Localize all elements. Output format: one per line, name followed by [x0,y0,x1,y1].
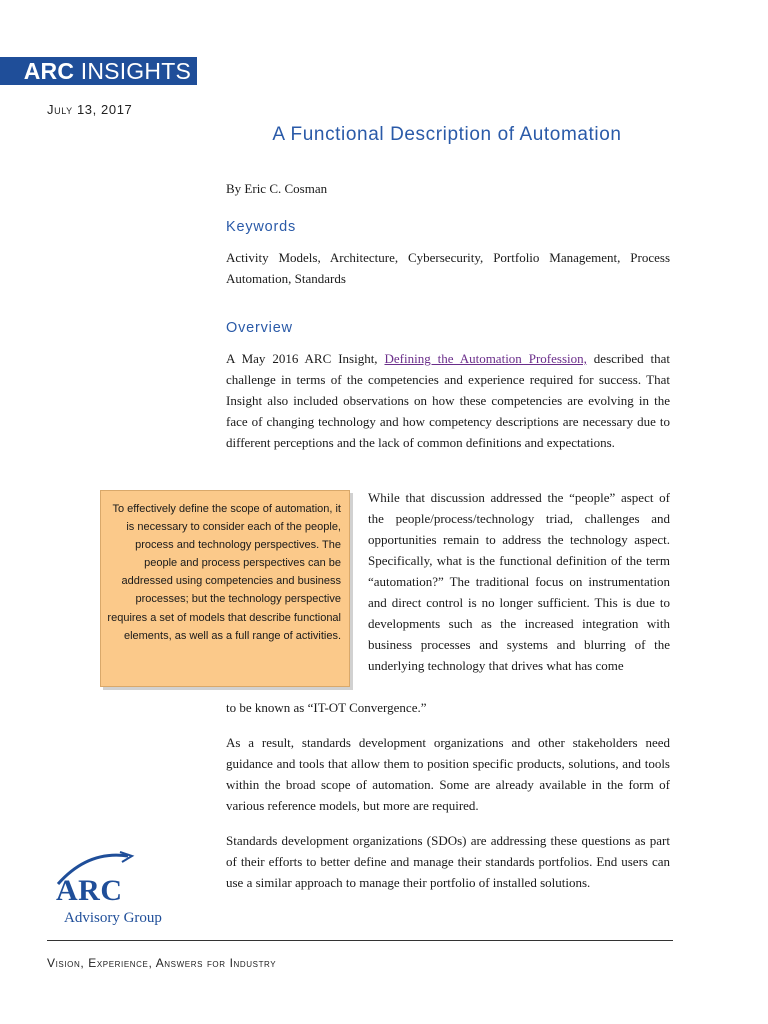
overview-paragraph-4: Standards development organizations (SDOs) are addressing these questions as part of their efforts to better define and manage their standards portfolios. End users can use a similar approach to manage their portfolio of installed solutions. [226,833,670,890]
defining-automation-link[interactable]: Defining the Automation Profession, [384,351,587,366]
brand-arc: ARC [23,58,75,84]
arc-advisory-logo [48,848,178,934]
publication-date: July 13, 2017 [47,102,133,117]
footer-tagline: Vision, Experience, Answers for Industry [47,956,277,970]
overview-paragraph-2: While that discussion addressed the “people” aspect of the people/process/technology triad, challenges and opportunities remain to address the technology aspect. Specifically, what is the functional definition of the term “automation?” The traditional focus on instrumentation and direct control is no longer sufficient. This is due to developments such as the increased integration with business processes and systems and blurring of the underlying technology that drives what has come [368,490,670,673]
keywords-heading: Keywords [226,219,297,235]
overview-p1-after: described that challenge in terms of the competencies and experience required for success. That Insight also included observations on how these competencies are evolving in the face of changing technology and how competency descriptions are necessary due to different perceptions and the lack of common definitions and expectations. [226,351,671,450]
overview-heading: Overview [226,320,293,336]
overview-p1-before: A May 2016 ARC Insight, [226,351,378,366]
overview-paragraph-3: As a result, standards development organizations and other stakeholders need guidance and tools that allow them to position specific products, solutions, and tools within the broad scope of automation. Some are already available in the form of various reference models, but more are required. [226,735,670,813]
document-title: A Functional Description of Automation [272,124,622,145]
arc-insights-banner [0,57,197,85]
overview-paragraph-1 [226,348,670,453]
keywords-text: Activity Models, Architecture, Cybersecurity, Portfolio Management, Process Automation, Standards [226,250,670,286]
brand-insights: INSIGHTS [80,58,191,84]
logo-subtitle: Advisory Group [64,910,162,926]
overview-paragraph-2-tail: to be known as “IT-OT Convergence.” [226,700,427,715]
footer-divider [47,940,673,941]
byline: By Eric C. Cosman [226,181,328,196]
pull-quote-callout: To effectively define the scope of automation, it is necessary to consider each of the people, process and technology perspectives. The people and process perspectives can be addressed using competencies and business processes; but the technology perspective requires a set of models that describe functional elements, as well as a full range of activities. [100,490,350,687]
logo-text: ARC [56,874,123,907]
